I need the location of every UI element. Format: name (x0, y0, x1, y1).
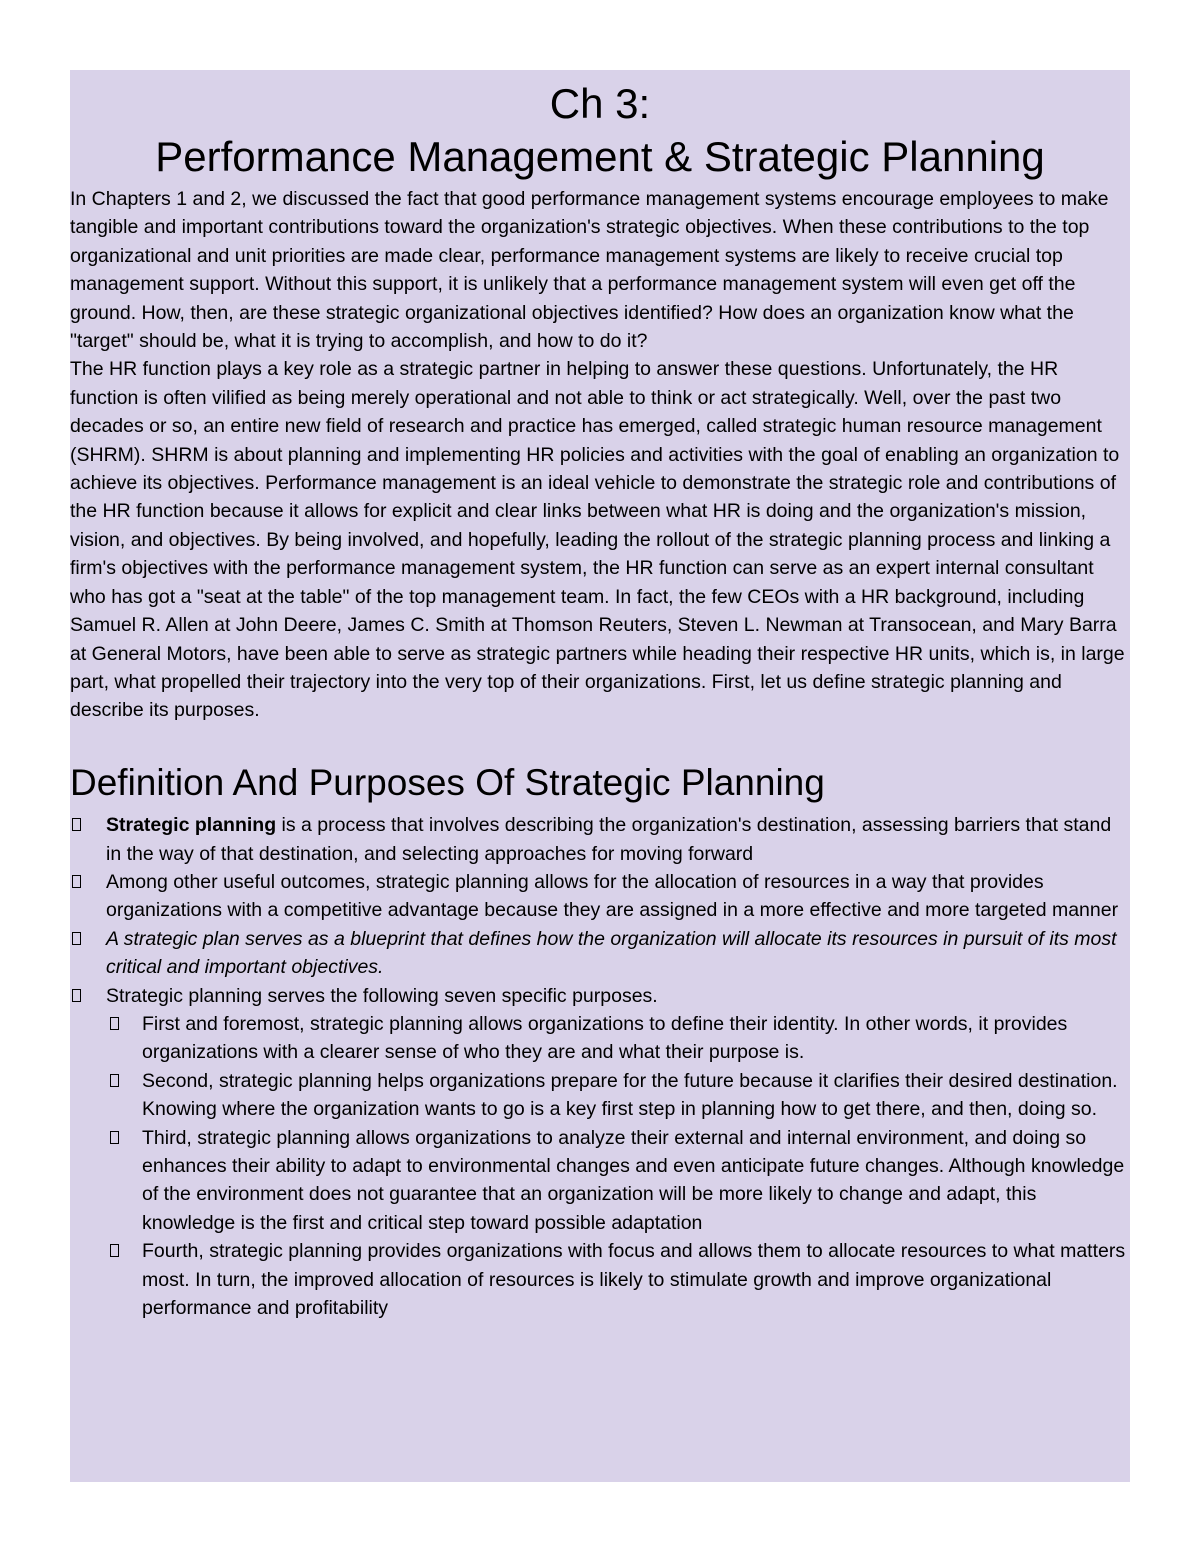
list-item (70, 868, 1130, 925)
bullet-box-icon (110, 1017, 119, 1030)
intro-paragraph-1: In Chapters 1 and 2, we discussed the fact that good performance management systems encourage employees to make tangible and important contributions toward the organization's strategic objectives. When these contributions to the top organizational and unit priorities are made clear, performance management systems are likely to receive crucial top management support. Without this support, it is unlikely that a performance management system will even get off the ground. How, then, are these strategic organizational objectives identified? How does an organization know what the "target" should be, what it is trying to accomplish, and how to do it? (70, 188, 1109, 353)
list-item (70, 1010, 1130, 1067)
sub-bullet-text: Second, strategic planning helps organizations prepare for the future because it clarifies their desired destination. Knowing where the organization wants to go is a key first step in planning how to get there, and then, doing so. (142, 1069, 1118, 1121)
bullet-box-icon (72, 989, 81, 1002)
section-heading: Definition And Purposes Of Strategic Planning (70, 761, 825, 803)
sub-bullet-list (70, 1010, 1130, 1322)
bullet-box-icon (110, 1131, 119, 1144)
bullet-box-icon (72, 875, 81, 888)
bullet-text: Among other useful outcomes, strategic planning allows for the allocation of resources in a way that provides organizations with a competitive advantage because they are assigned in a more effective and more targeted manner (106, 870, 1119, 922)
sub-bullet-text: Third, strategic planning allows organizations to analyze their external and internal environment, and doing so enhances their ability to adapt to environmental changes and even anticipate future changes. Although knowledge of the environment does not guarantee that an organization will be more likely to change and adapt, this knowledge is the first and critical step toward possible adaptation (142, 1126, 1125, 1234)
bullet-box-icon (110, 1244, 119, 1257)
bullet-box-icon (110, 1074, 119, 1087)
list-item (70, 1124, 1130, 1238)
bullet-text-italic: A strategic plan serves as a blueprint that defines how the organization will allocate its resources in pursuit of its most critical and important objectives. (106, 927, 1117, 979)
chapter-number: Ch 3: (549, 80, 651, 127)
list-item (70, 925, 1130, 982)
list-item (70, 982, 1130, 1010)
sub-bullet-text: Fourth, strategic planning provides organizations with focus and allows them to allocate resources to what matters most. In turn, the improved allocation of resources is likely to stimulate growth and improve organizational performance and profitability (142, 1240, 1126, 1320)
chapter-title: Performance Management & Strategic Planning (155, 132, 1045, 180)
term-strategic-planning: Strategic planning (106, 814, 277, 837)
document-panel (70, 70, 1130, 1482)
list-item (70, 1237, 1130, 1322)
bullet-box-icon (72, 818, 81, 831)
bullet-text: Strategic planning serves the following seven specific purposes. (106, 984, 658, 1007)
list-item (70, 811, 1130, 868)
sub-bullet-text: First and foremost, strategic planning allows organizations to define their identity. In other words, it provides organizations with a clearer sense of who they are and what their purpose is. (142, 1012, 1068, 1064)
bullet-text: is a process that involves describing the organization's destination, assessing barriers that stand in the way of that destination, and selecting approaches for moving forward (106, 814, 1112, 865)
intro-paragraph-2: The HR function plays a key role as a strategic partner in helping to answer these questions. Unfortunately, the HR function is often vilified as being merely operational and not able to think or act strategically. Well, over the past two decades or so, an entire new field of research and practice has emerged, called strategic human resource management (SHRM). SHRM is about planning and implementing HR policies and activities with the goal of enabling an organization to achieve its objectives. Performance management is an ideal vehicle to demonstrate the strategic role and contributions of the HR function because it allows for explicit and clear links between what HR is doing and the organization's mission, vision, and objectives. By being involved, and hopefully, leading the rollout of the strategic planning process and linking a firm's objectives with the performance management system, the HR function can serve as an expert internal consultant who has got a "seat at the table" of the top management team. In fact, the few CEOs with a HR background, including Samuel R. Allen at John Deere, James C. Smith at Thomson Reuters, Steven L. Newman at Transocean, and Mary Barra at General Motors, have been able to serve as strategic partners while heading their respective HR units, which is, in large part, what propelled their trajectory into the very top of their organizations. First, let us define strategic planning and describe its purposes. (70, 358, 1125, 722)
bullet-list (70, 811, 1130, 1010)
list-item (70, 1067, 1130, 1124)
bullet-box-icon (72, 932, 81, 945)
